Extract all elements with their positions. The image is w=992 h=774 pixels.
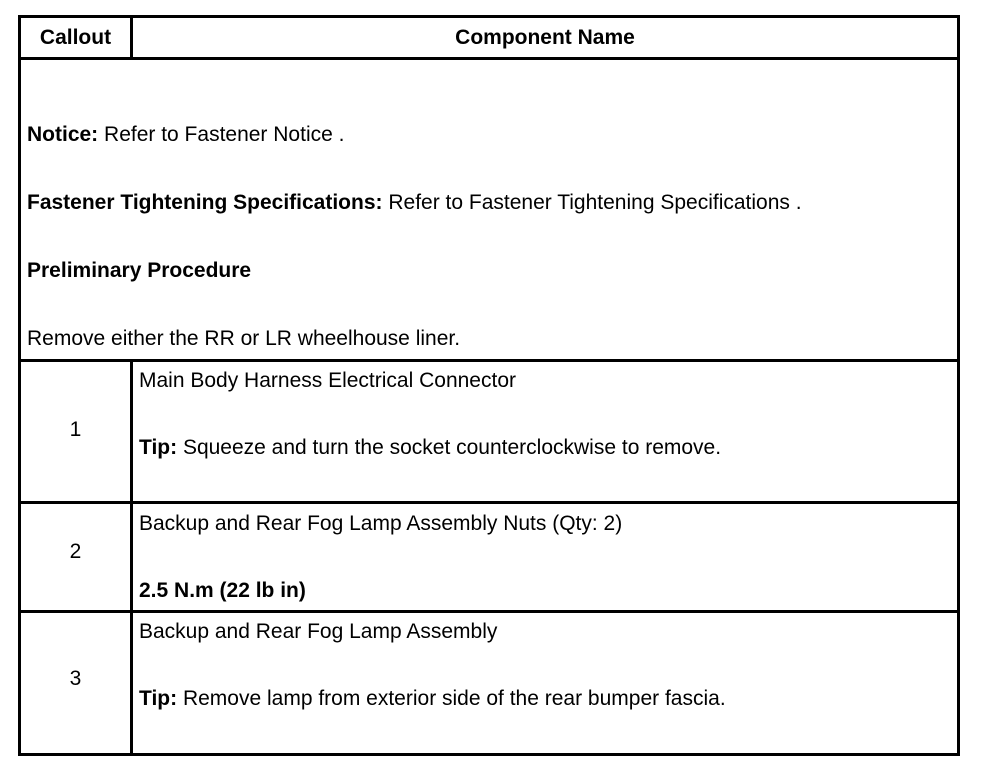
torque-spec: 2.5 N.m (22 lb in) [139,579,306,602]
table-row [20,612,959,755]
tip-text: Remove lamp from exterior side of the rear bumper fascia. [177,687,726,710]
component-name: Backup and Rear Fog Lamp Assembly Nuts (Qty: 2) [139,512,623,535]
component-cell [132,503,959,612]
tip-label: Tip: [139,687,178,710]
callout-cell [20,503,132,612]
callout-cell [20,361,132,503]
tip-line [139,687,726,711]
intro-row [20,59,959,361]
component-cell [132,361,959,503]
table-header-row [20,17,959,59]
preliminary-procedure-text: Remove either the RR or LR wheelhouse liner. [27,327,461,350]
table-row [20,503,959,612]
table-row [20,361,959,503]
preliminary-procedure-heading: Preliminary Procedure [27,259,252,282]
callout-number: 2 [69,540,82,563]
tip-label: Tip: [139,436,178,459]
component-cell [132,612,959,755]
component-name-column-header: Component Name [132,17,959,59]
spec-text: Refer to Fastener Tightening Specifications . [382,191,802,214]
callout-number: 1 [69,417,82,441]
tip-line [139,436,721,460]
intro-cell [20,59,959,361]
procedure-table [18,15,960,756]
spec-line [27,191,802,215]
callout-number: 3 [69,667,82,690]
spec-label: Fastener Tightening Specifications: [27,191,383,214]
notice-label: Notice: [27,123,99,146]
notice-line [27,123,344,147]
notice-text: Refer to Fastener Notice . [98,123,345,146]
component-name: Main Body Harness Electrical Connector [139,369,516,392]
tip-text: Squeeze and turn the socket counterclockwise to remove. [177,436,722,459]
component-name: Backup and Rear Fog Lamp Assembly [139,620,498,643]
callout-column-header: Callout [20,17,132,59]
callout-cell [20,612,132,755]
